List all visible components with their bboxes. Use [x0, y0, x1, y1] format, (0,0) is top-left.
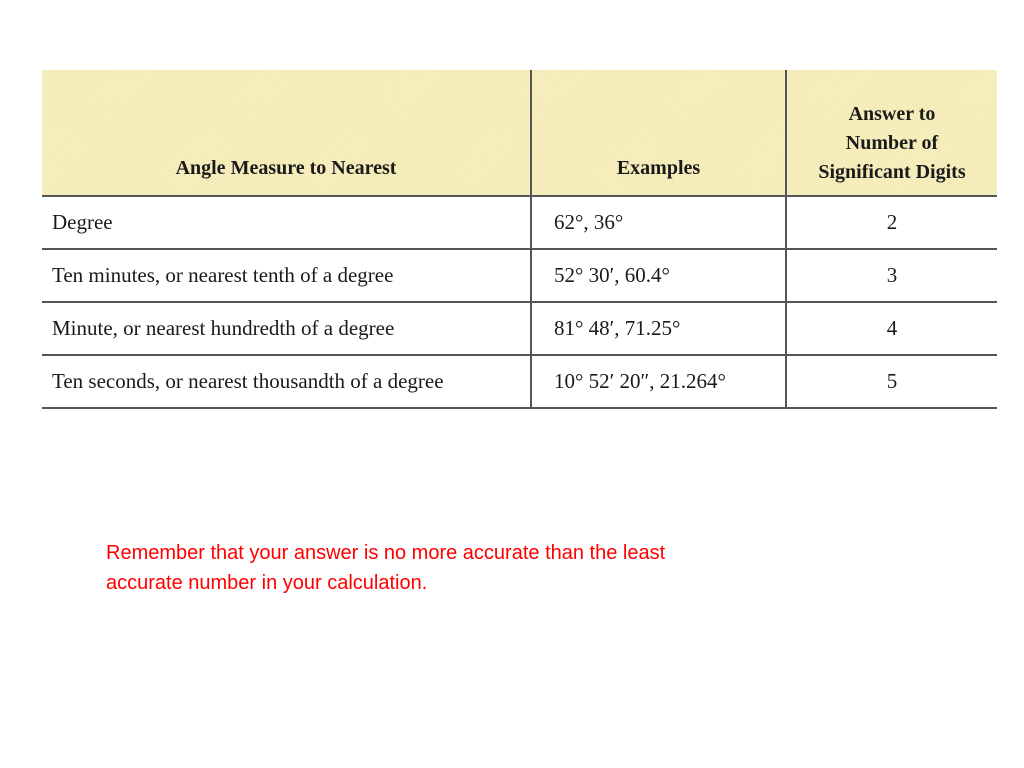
cell-significant-digits: 5: [786, 355, 997, 408]
cell-examples: 81° 48′, 71.25°: [531, 302, 786, 355]
header-significant-digits: [786, 70, 997, 196]
note-line-1: Remember that your answer is no more accurate than the least: [106, 542, 666, 564]
header-angle-measure: Angle Measure to Nearest: [42, 70, 531, 196]
significant-digits-table-container: [42, 70, 997, 409]
cell-angle-measure: Ten seconds, or nearest thousandth of a degree: [42, 355, 531, 408]
header-digits-line-2: Number of: [845, 132, 939, 154]
table-row: [42, 302, 997, 355]
header-digits-line-1: Answer to: [848, 103, 936, 125]
cell-significant-digits: 2: [786, 196, 997, 249]
table-header: [42, 70, 997, 196]
cell-examples: 62°, 36°: [531, 196, 786, 249]
header-row: [42, 70, 997, 196]
cell-angle-measure: Minute, or nearest hundredth of a degree: [42, 302, 531, 355]
table-row: [42, 355, 997, 408]
cell-examples: 10° 52′ 20″, 21.264°: [531, 355, 786, 408]
cell-angle-measure: Degree: [42, 196, 531, 249]
accuracy-reminder-note: [106, 538, 866, 598]
note-line-2: accurate number in your calculation.: [106, 572, 428, 594]
cell-angle-measure: Ten minutes, or nearest tenth of a degree: [42, 249, 531, 302]
cell-significant-digits: 3: [786, 249, 997, 302]
cell-significant-digits: 4: [786, 302, 997, 355]
cell-examples: 52° 30′, 60.4°: [531, 249, 786, 302]
header-examples: Examples: [531, 70, 786, 196]
significant-digits-table: [42, 70, 997, 409]
table-row: [42, 196, 997, 249]
table-body: [42, 196, 997, 408]
table-row: [42, 249, 997, 302]
header-digits-line-3: Significant Digits: [818, 161, 966, 183]
